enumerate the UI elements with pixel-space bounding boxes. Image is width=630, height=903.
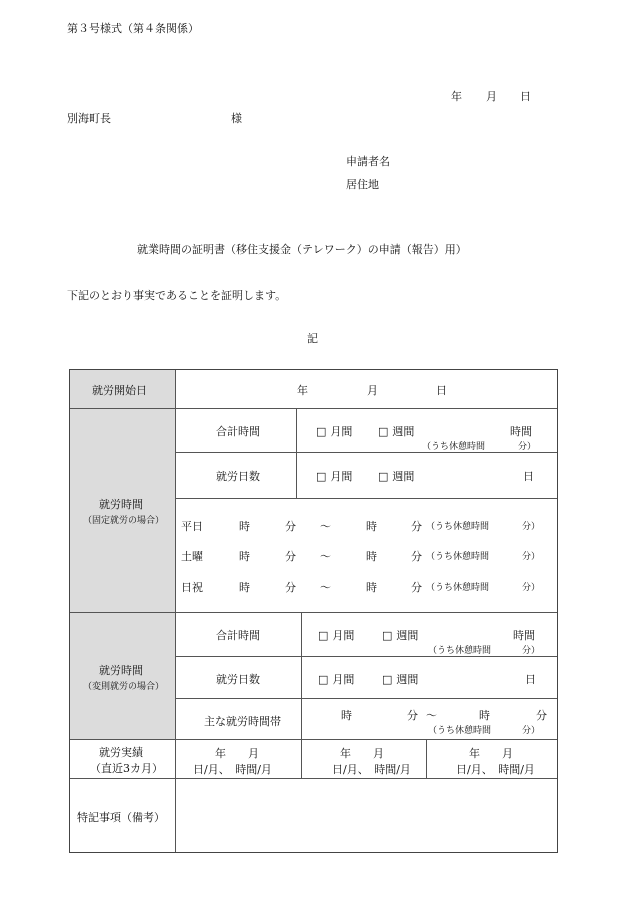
fixed-total-break-minutes: 分） [518, 442, 537, 452]
fixed-row-tilde: 〜 [320, 581, 331, 594]
certification-statement: 下記のとおり事実であることを証明します。 [67, 289, 287, 302]
variable-days-label: 就労日数 [216, 673, 260, 686]
fixed-row-break-note: （うち休憩時間 [426, 522, 490, 532]
actual-col-1-detail: 日/月、 時間/月 [193, 763, 272, 776]
variable-work-label: 就労時間 [99, 664, 143, 677]
variable-band-break-minutes: 分） [522, 726, 541, 736]
ki-marker: 記 [307, 332, 318, 345]
actual-col-2-ym: 年 月 [340, 747, 384, 760]
fixed-row-end-hour: 時 [366, 520, 377, 533]
actual-col-2-detail: 日/月、 時間/月 [332, 763, 411, 776]
fixed-row-start-hour: 時 [239, 550, 250, 563]
variable-total-break-minutes: 分） [522, 646, 541, 656]
fixed-row-day-label: 日祝 [181, 581, 203, 594]
fixed-row-start-hour: 時 [239, 520, 250, 533]
fixed-row-day-label: 平日 [181, 520, 203, 533]
fixed-days-month-checkbox[interactable]: □ 月間 [316, 468, 352, 484]
actual-sublabel: （直近3カ月） [90, 762, 163, 775]
fixed-row-end-hour: 時 [366, 550, 377, 563]
applicant-name-label: 申請者名 [346, 155, 390, 168]
fixed-row-end-minute: 分 [411, 550, 422, 563]
fixed-row-end-minute: 分 [411, 581, 422, 594]
fixed-row-break-note: （うち休憩時間 [426, 552, 490, 562]
actual-col-1-ym: 年 月 [215, 747, 259, 760]
fixed-row-break-minutes: 分） [522, 522, 541, 532]
variable-main-band-label: 主な就労時間帯 [204, 715, 281, 728]
variable-total-hours-unit: 時間 [513, 629, 535, 642]
fixed-row-start-minute: 分 [285, 581, 296, 594]
variable-total-label: 合計時間 [216, 629, 260, 642]
variable-band-start-minute: 分 [407, 709, 418, 722]
certificate-table [69, 369, 558, 853]
date-month-label: 月 [486, 90, 497, 103]
fixed-total-month-checkbox[interactable]: □ 月間 [316, 423, 352, 439]
variable-total-week-checkbox[interactable]: □ 週間 [382, 627, 418, 643]
form-number: 第３号様式（第４条関係） [67, 22, 199, 35]
start-date-day: 日 [436, 384, 447, 397]
start-date-year: 年 [297, 384, 308, 397]
date-day-label: 日 [520, 90, 531, 103]
fixed-days-label: 就労日数 [216, 470, 260, 483]
addressee-name: 別海町長 [67, 112, 111, 125]
fixed-row-end-minute: 分 [411, 520, 422, 533]
remarks-label: 特記事項（備考） [77, 811, 165, 824]
fixed-days-unit: 日 [523, 470, 534, 483]
variable-band-tilde: 〜 [426, 709, 437, 722]
fixed-row-start-hour: 時 [239, 581, 250, 594]
fixed-row-tilde: 〜 [320, 520, 331, 533]
remarks-field[interactable] [177, 780, 555, 850]
fixed-row-break-minutes: 分） [522, 583, 541, 593]
fixed-row-tilde: 〜 [320, 550, 331, 563]
document-title: 就業時間の証明書（移住支援金（テレワーク）の申請（報告）用） [137, 243, 467, 256]
fixed-work-sublabel: （固定就労の場合） [83, 516, 165, 526]
fixed-row-break-minutes: 分） [522, 552, 541, 562]
fixed-total-hours-unit: 時間 [510, 425, 532, 438]
variable-work-sublabel: （変則就労の場合） [83, 682, 165, 692]
variable-total-break-note: （うち休憩時間 [428, 646, 492, 656]
fixed-row-start-minute: 分 [285, 520, 296, 533]
fixed-days-week-checkbox[interactable]: □ 週間 [378, 468, 414, 484]
fixed-row-day-label: 土曜 [181, 550, 203, 563]
variable-total-month-checkbox[interactable]: □ 月間 [318, 627, 354, 643]
fixed-total-label: 合計時間 [216, 425, 260, 438]
fixed-row-break-note: （うち休憩時間 [426, 583, 490, 593]
fixed-total-break-note: （うち休憩時間 [422, 442, 486, 452]
variable-band-start-hour: 時 [341, 709, 352, 722]
start-date-label: 就労開始日 [92, 384, 147, 397]
variable-days-unit: 日 [525, 673, 536, 686]
fixed-row-start-minute: 分 [285, 550, 296, 563]
start-date-month: 月 [367, 384, 378, 397]
actual-label: 就労実績 [99, 746, 143, 759]
actual-col-3-ym: 年 月 [469, 747, 513, 760]
variable-band-end-hour: 時 [479, 709, 490, 722]
applicant-address-label: 居住地 [346, 178, 379, 191]
actual-col-3-detail: 日/月、 時間/月 [456, 763, 535, 776]
variable-band-break-note: （うち休憩時間 [428, 726, 492, 736]
fixed-total-week-checkbox[interactable]: □ 週間 [378, 423, 414, 439]
addressee-honorific: 様 [231, 112, 242, 125]
fixed-row-end-hour: 時 [366, 581, 377, 594]
variable-days-week-checkbox[interactable]: □ 週間 [382, 671, 418, 687]
variable-band-end-minute: 分 [536, 709, 547, 722]
fixed-work-label: 就労時間 [99, 498, 143, 511]
variable-days-month-checkbox[interactable]: □ 月間 [318, 671, 354, 687]
date-year-label: 年 [451, 90, 462, 103]
